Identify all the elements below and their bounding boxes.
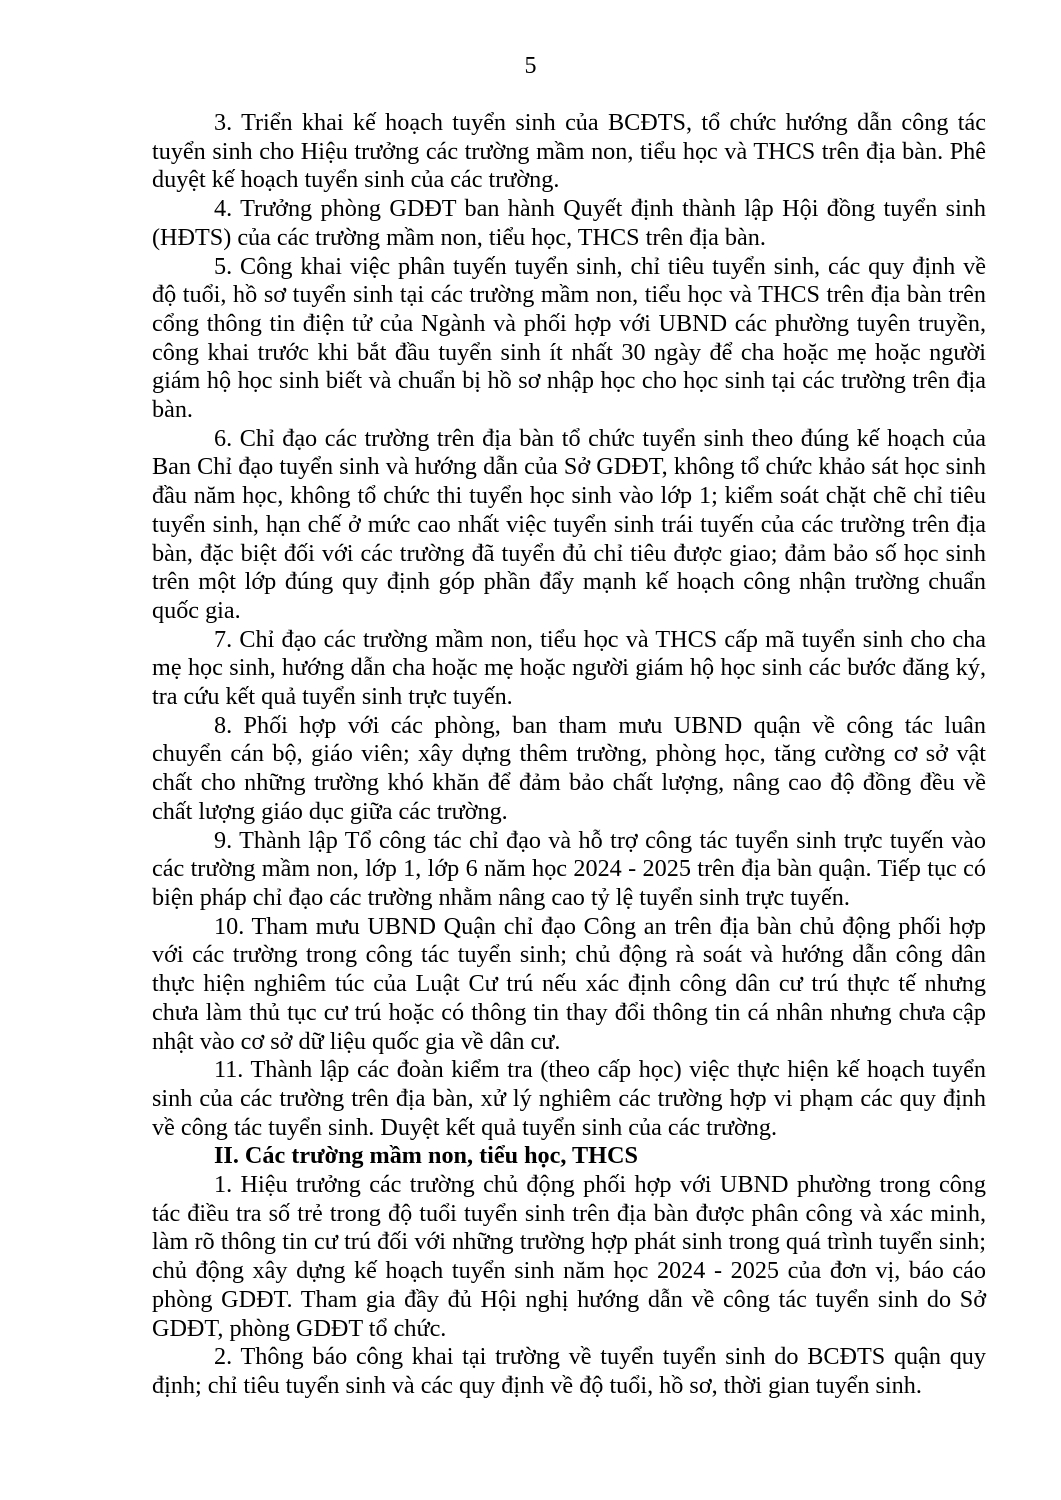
paragraph-item-9: 9. Thành lập Tổ công tác chỉ đạo và hỗ trợ công tác tuyển sinh trực tuyến vào các trường mầm non, lớp 1, lớp 6 năm học 2024 - 2025 trên địa bàn quận. Tiếp tục có biện pháp chỉ đạo các trường nhằm nâng cao tỷ lệ tuyển sinh trực tuyến.: [152, 826, 986, 911]
paragraph-item-8: 8. Phối hợp với các phòng, ban tham mưu UBND quận về công tác luân chuyển cán bộ, giáo viên; xây dựng thêm trường, phòng học, tăng cường cơ sở vật chất cho những trường khó khăn để đảm bảo chất lượng, nâng cao độ đồng đều về chất lượng giáo dục giữa các trường.: [152, 711, 986, 825]
paragraph-item-3: 3. Triển khai kế hoạch tuyển sinh của BCĐTS, tổ chức hướng dẫn công tác tuyển sinh cho Hiệu trưởng các trường mầm non, tiểu học và THCS trên địa bàn. Phê duyệt kế hoạch tuyển sinh của các trường.: [152, 109, 986, 194]
paragraph-item-11: 11. Thành lập các đoàn kiểm tra (theo cấp học) việc thực hiện kế hoạch tuyển sinh của các trường trên địa bàn, xử lý nghiêm các trường hợp vi phạm các quy định về công tác tuyển sinh. Duyệt kết quả tuyển sinh của các trường.: [152, 1056, 986, 1141]
paragraph-item-4: 4. Trưởng phòng GDĐT ban hành Quyết định thành lập Hội đồng tuyển sinh (HĐTS) của các trường mầm non, tiểu học, THCS trên địa bàn.: [152, 195, 986, 251]
paragraph-section2-item-2: 2. Thông báo công khai tại trường về tuyển tuyển sinh do BCĐTS quận quy định; chỉ tiêu tuyển sinh và các quy định về độ tuổi, hồ sơ, thời gian tuyển sinh.: [152, 1343, 986, 1399]
paragraph-item-5: 5. Công khai việc phân tuyến tuyển sinh, chỉ tiêu tuyển sinh, các quy định về độ tuổi, hồ sơ tuyển sinh tại các trường mầm non, tiểu học và THCS trên địa bàn trên cổng thông tin điện tử của Ngành và phối hợp với UBND các phường tuyên truyền, công khai trước khi bắt đầu tuyển sinh ít nhất 30 ngày để cha hoặc mẹ hoặc người giám hộ học sinh biết và chuẩn bị hồ sơ nhập học cho học sinh tại các trường trên địa bàn.: [152, 252, 986, 424]
page-number: 5: [524, 53, 537, 79]
document-body: [152, 109, 986, 1401]
paragraph-item-6: 6. Chỉ đạo các trường trên địa bàn tổ chức tuyển sinh theo đúng kế hoạch của Ban Chỉ đạo tuyển sinh và hướng dẫn của Sở GDĐT, không tổ chức khảo sát học sinh đầu năm học, không tổ chức thi tuyển học sinh vào lớp 1; kiểm soát chặt chẽ chỉ tiêu tuyển sinh, hạn chế ở mức cao nhất việc tuyển sinh trái tuyến của các trường trên địa bàn, đặc biệt đối với các trường đã tuyển đủ chỉ tiêu được giao; đảm bảo số học sinh trên một lớp đúng quy định góp phần đẩy mạnh kế hoạch công nhận trường chuẩn quốc gia.: [152, 424, 986, 624]
paragraph-item-10: 10. Tham mưu UBND Quận chỉ đạo Công an trên địa bàn chủ động phối hợp với các trường trong công tác tuyển sinh; chủ động rà soát và hướng dẫn công dân thực hiện nghiêm túc của Luật Cư trú nếu xác định công dân cư trú thực tế nhưng chưa làm thủ tục cư trú hoặc có thông tin thay đổi thông tin cá nhân nhưng chưa cập nhật vào cơ sở dữ liệu quốc gia về dân cư.: [152, 912, 986, 1055]
paragraph-item-7: 7. Chỉ đạo các trường mầm non, tiểu học và THCS cấp mã tuyển sinh cho cha mẹ học sinh, hướng dẫn cha hoặc mẹ hoặc người giám hộ học sinh các bước đăng ký, tra cứu kết quả tuyển sinh trực tuyến.: [152, 625, 986, 711]
paragraph-section2-item-1: 1. Hiệu trưởng các trường chủ động phối hợp với UBND phường trong công tác điều tra số trẻ trong độ tuổi tuyển sinh trên địa bàn được phân công và xác minh, làm rõ thông tin cư trú đối với những trường hợp phát sinh trong quá trình tuyển sinh; chủ động xây dựng kế hoạch tuyển sinh năm học 2024 - 2025 của đơn vị, báo cáo phòng GDĐT. Tham gia đầy đủ Hội nghị hướng dẫn về công tác tuyển sinh do Sở GDĐT, phòng GDĐT tổ chức.: [152, 1171, 986, 1342]
section-heading: II. Các trường mầm non, tiểu học, THCS: [214, 1142, 638, 1170]
